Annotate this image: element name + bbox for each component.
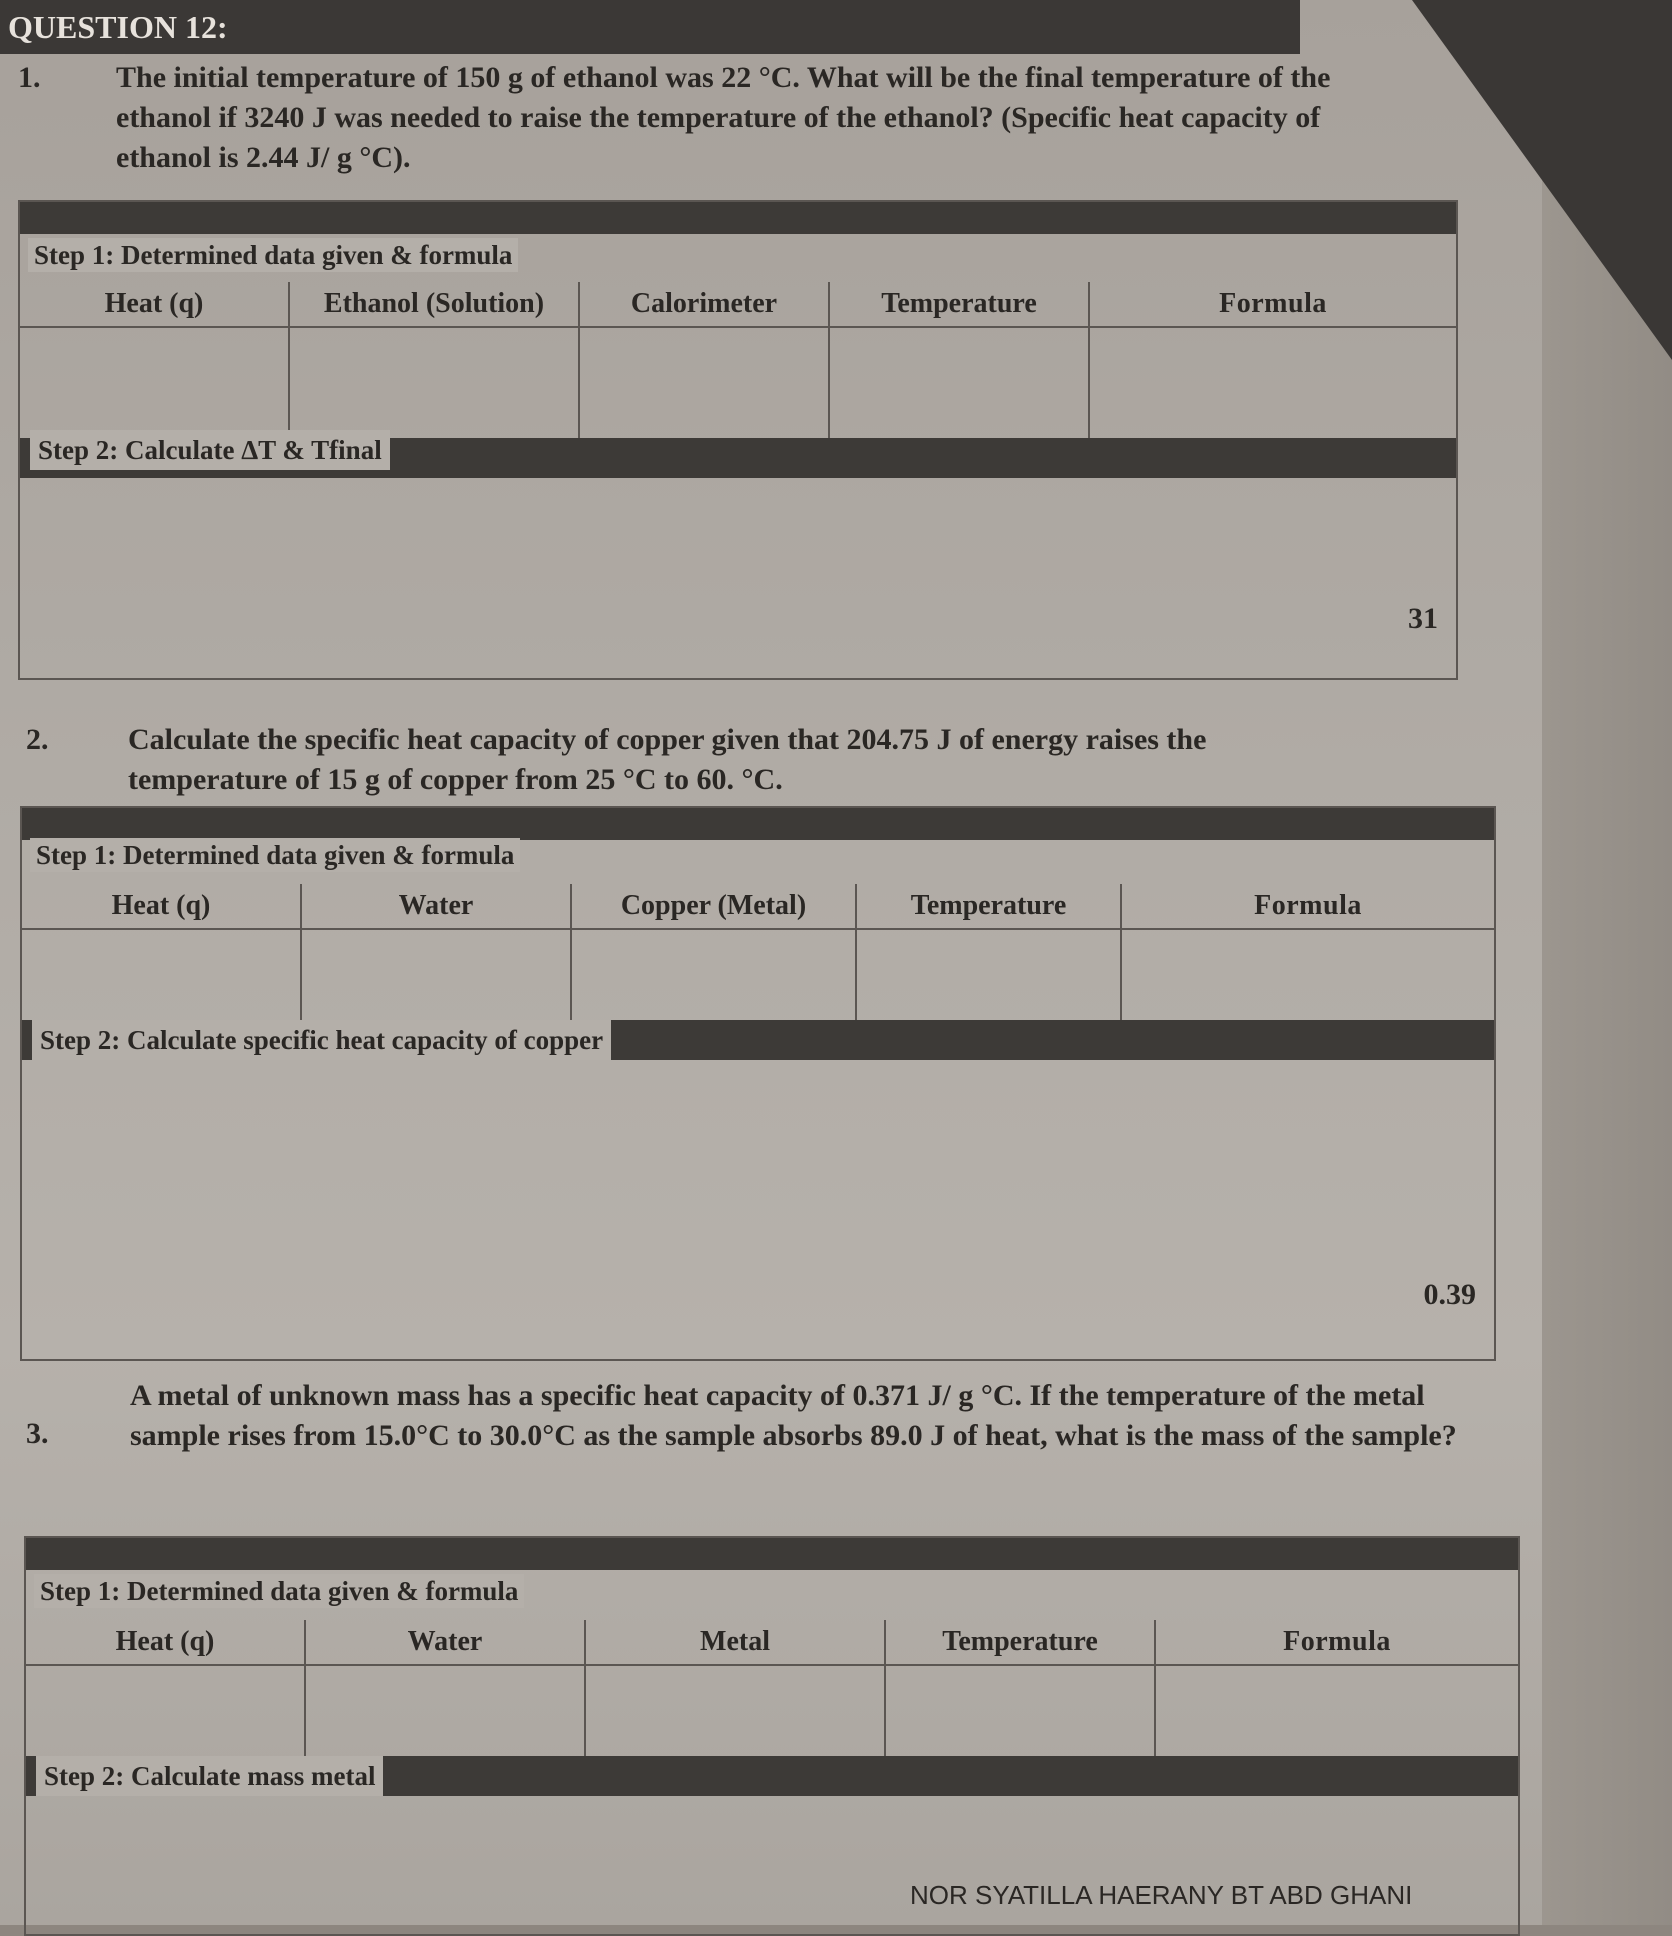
question-2 <box>26 720 1366 810</box>
question-header: QUESTION 12: <box>0 0 1300 54</box>
column-heat: Heat (q) <box>22 884 302 928</box>
cell-heat[interactable] <box>20 328 290 438</box>
column-heat: Heat (q) <box>26 1620 306 1664</box>
column-heat: Heat (q) <box>20 282 290 326</box>
cell-formula[interactable] <box>1122 930 1494 1020</box>
data-table-cells <box>20 328 1456 438</box>
column-metal: Metal <box>586 1620 886 1664</box>
cell-water[interactable] <box>302 930 572 1020</box>
column-formula: Formula <box>1254 890 1362 921</box>
question-number: 2. <box>26 723 49 756</box>
column-temperature: Temperature <box>857 884 1122 928</box>
cell-temperature[interactable] <box>830 328 1090 438</box>
step1-bar <box>20 202 1456 234</box>
step1-label: Step 1: Determined data given & formula <box>30 838 520 872</box>
question-1-work-area <box>18 200 1458 680</box>
question-3 <box>26 1376 1516 1496</box>
column-temperature: Temperature <box>830 282 1090 326</box>
step1-bar <box>22 808 1494 840</box>
cell-temperature[interactable] <box>886 1666 1156 1756</box>
question-text: Calculate the specific heat capacity of copper given that 204.75 J of energy raises the temperature of 15 g of copper from 25 °C to 60. °C. <box>128 723 1207 796</box>
cell-water[interactable] <box>306 1666 586 1756</box>
cell-metal[interactable] <box>586 1666 886 1756</box>
step2-label: Step 2: Calculate specific heat capacity of copper <box>32 1020 611 1060</box>
step2-label: Step 2: Calculate mass metal <box>36 1756 383 1796</box>
step2-work-area[interactable] <box>20 478 1456 678</box>
question-2-work-area <box>20 806 1496 1361</box>
question-number: 1. <box>18 61 41 94</box>
cell-temperature[interactable] <box>857 930 1122 1020</box>
cell-heat[interactable] <box>26 1666 306 1756</box>
author-credit: NOR SYATILLA HAERANY BT ABD GHANI <box>910 1880 1413 1910</box>
column-water: Water <box>306 1620 586 1664</box>
step2-work-area[interactable] <box>22 1060 1494 1359</box>
answer-text: 31 <box>1408 602 1438 635</box>
column-solution: Ethanol (Solution) <box>290 282 580 326</box>
column-metal: Copper (Metal) <box>572 884 857 928</box>
cell-formula[interactable] <box>1156 1666 1518 1756</box>
column-formula: Formula <box>1283 1626 1391 1657</box>
question-1 <box>18 58 1358 188</box>
data-table-header <box>26 1620 1518 1666</box>
column-formula: Formula <box>1219 288 1327 319</box>
data-table-header <box>20 282 1456 328</box>
cell-calorimeter[interactable] <box>580 328 830 438</box>
step1-label: Step 1: Determined data given & formula <box>28 238 518 272</box>
question-number: 3. <box>26 1417 49 1450</box>
data-table-header <box>22 884 1494 930</box>
column-water: Water <box>302 884 572 928</box>
answer-text: 0.39 <box>1423 1278 1476 1311</box>
question-3-work-area <box>24 1536 1520 1936</box>
column-calorimeter: Calorimeter <box>580 282 830 326</box>
cell-solution[interactable] <box>290 328 580 438</box>
step2-label: Step 2: Calculate ΔT & Tfinal <box>30 430 390 470</box>
column-temperature: Temperature <box>886 1620 1156 1664</box>
step1-label: Step 1: Determined data given & formula <box>34 1574 524 1608</box>
question-text: The initial temperature of 150 g of ethanol was 22 °C. What will be the final temperature of the ethanol if 3240 J was needed to raise the temperature of the ethanol? (Specific heat capacity of ethanol is 2.44 J/ g °C). <box>116 61 1331 174</box>
step2-work-area[interactable] <box>26 1796 1518 1934</box>
question-text: A metal of unknown mass has a specific heat capacity of 0.371 J/ g °C. If the temperature of the metal sample rises from 15.0°C to 30.0°C as the sample absorbs 89.0 J of heat, what is the mass of the sample? <box>130 1379 1457 1452</box>
step1-bar <box>26 1538 1518 1570</box>
cell-heat[interactable] <box>22 930 302 1020</box>
data-table-cells <box>22 930 1494 1020</box>
cell-formula[interactable] <box>1090 328 1456 438</box>
data-table-cells <box>26 1666 1518 1756</box>
cell-metal[interactable] <box>572 930 857 1020</box>
